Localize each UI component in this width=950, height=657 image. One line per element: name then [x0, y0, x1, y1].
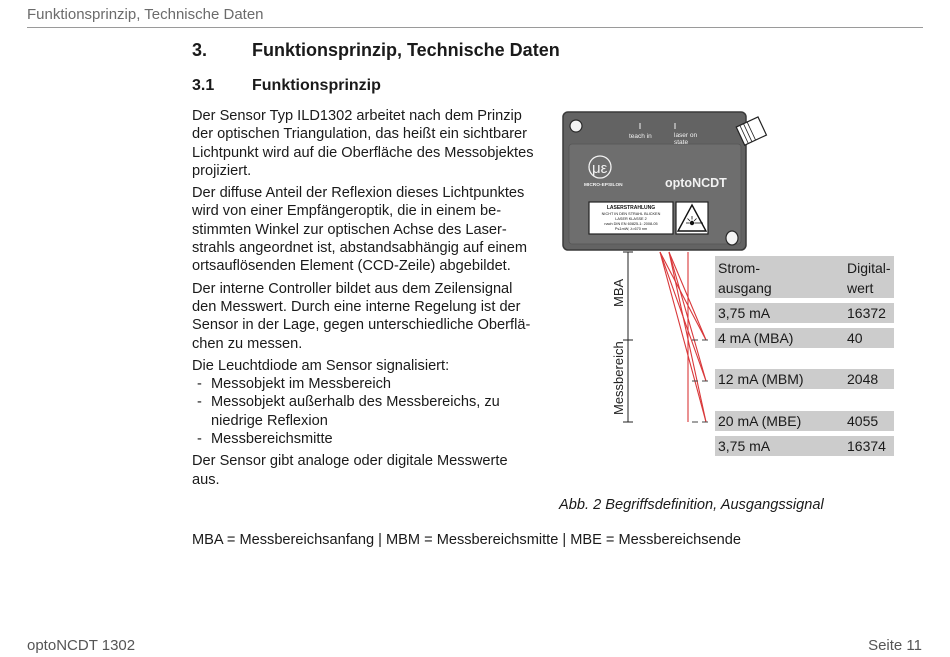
figure-caption: Abb. 2 Begriffsdefinition, Ausgangssignal: [559, 497, 824, 513]
paragraph-principle: Der Sensor Typ ILD1302 arbeitet nach dem Prinzip der optischen Triangulation, das heißt ein sichtbarer Lichtpunkt wird auf die Oberfläche des Messobjektes projiziert.: [192, 108, 534, 179]
output-table: [715, 256, 894, 456]
svg-text:ausgang: ausgang: [718, 280, 772, 296]
state-label: state: [674, 139, 689, 146]
messbereich-label: Messbereich: [611, 341, 626, 415]
svg-text:4 mA (MBA): 4 mA (MBA): [718, 330, 794, 346]
section-title: Funktionsprinzip, Technische Daten: [252, 40, 560, 60]
footer-page-number: Seite 11: [868, 637, 922, 654]
svg-text:12 mA (MBM): 12 mA (MBM): [718, 371, 804, 387]
subsection-number: 3.1: [192, 77, 215, 94]
running-header: Funktionsprinzip, Technische Daten: [27, 6, 264, 23]
laser-on-label: laser on: [674, 132, 698, 139]
header-divider: [27, 27, 923, 28]
level-markers: [692, 340, 708, 422]
mounting-hole-icon: [570, 120, 582, 132]
svg-text:wert: wert: [847, 280, 874, 296]
laser-hazard-icon: [690, 221, 694, 225]
paragraph-led-intro: Die Leuchtdiode am Sensor signalisiert:: [192, 357, 450, 374]
paragraph-controller: Der interne Controller bildet aus dem Zeilensignal den Messwert. Durch eine interne Regelung ist der Sensor in der Lage, gegen unterschiedliche Oberflä- chen zu messen.: [192, 280, 531, 352]
teach-in-label: teach in: [629, 133, 652, 140]
brand-name: optoNCDT: [665, 176, 727, 190]
laser-beams: [660, 252, 706, 422]
svg-text:3,75 mA: 3,75 mA: [718, 305, 771, 321]
paragraph-output: Der Sensor gibt analoge oder digitale Messwerte aus.: [192, 453, 508, 488]
mounting-hole-icon: [726, 231, 738, 245]
svg-text:16374: 16374: [847, 438, 886, 454]
svg-text:2048: 2048: [847, 371, 879, 387]
body-text: [192, 107, 560, 493]
abbreviation-legend: MBA = Messbereichsanfang | MBM = Messbereichsmitte | MBE = Messbereichsende: [192, 532, 741, 548]
svg-text:nach DIN EN 60825-1: 2008-05: nach DIN EN 60825-1: 2008-05: [604, 222, 658, 226]
list-item: - Messbereichsmitte: [197, 431, 333, 448]
sensor-output-figure: [555, 104, 900, 464]
svg-text:20 mA (MBE): 20 mA (MBE): [718, 413, 802, 429]
brand-small-label: MICRO-EPSILON: [584, 183, 623, 188]
laser-warning-title: LASERSTRAHLUNG: [606, 205, 656, 211]
svg-text:4055: 4055: [847, 413, 879, 429]
svg-text:LASER KLASSE 2: LASER KLASSE 2: [615, 217, 647, 221]
paragraph-reflection: Der diffuse Anteil der Reflexion dieses Lichtpunktes wird von einer Empfängeroptik, die in einem be- stimmten Winkel zur optischen Achse des Laser- strahls angeordnet ist, abstandsabhängig auf einem ortsauflösenden Element (CCD-Zeile) abgebildet.: [192, 185, 528, 275]
svg-text:16372: 16372: [847, 305, 886, 321]
svg-text:3,75 mA: 3,75 mA: [718, 438, 771, 454]
list-item: - Messobjekt im Messbereich: [197, 376, 392, 393]
list-item: - Messobjekt außerhalb des Messbereichs, zu niedrige Reflexion: [197, 394, 500, 429]
svg-text:P≤1mW; λ=670 nm: P≤1mW; λ=670 nm: [614, 227, 648, 231]
svg-text:Digital-: Digital-: [847, 260, 891, 276]
footer-product: optoNCDT 1302: [27, 637, 136, 654]
svg-text:Strom-: Strom-: [718, 260, 760, 276]
svg-text:40: 40: [847, 330, 863, 346]
subsection-title: Funktionsprinzip: [252, 77, 381, 94]
micro-epsilon-logo-icon: με: [592, 160, 608, 177]
led-status-list: [192, 375, 560, 448]
mba-label: MBA: [611, 278, 626, 307]
section-number: 3.: [192, 40, 208, 60]
svg-text:NICHT IN DEN STRAHL BLICKEN: NICHT IN DEN STRAHL BLICKEN: [601, 212, 661, 216]
